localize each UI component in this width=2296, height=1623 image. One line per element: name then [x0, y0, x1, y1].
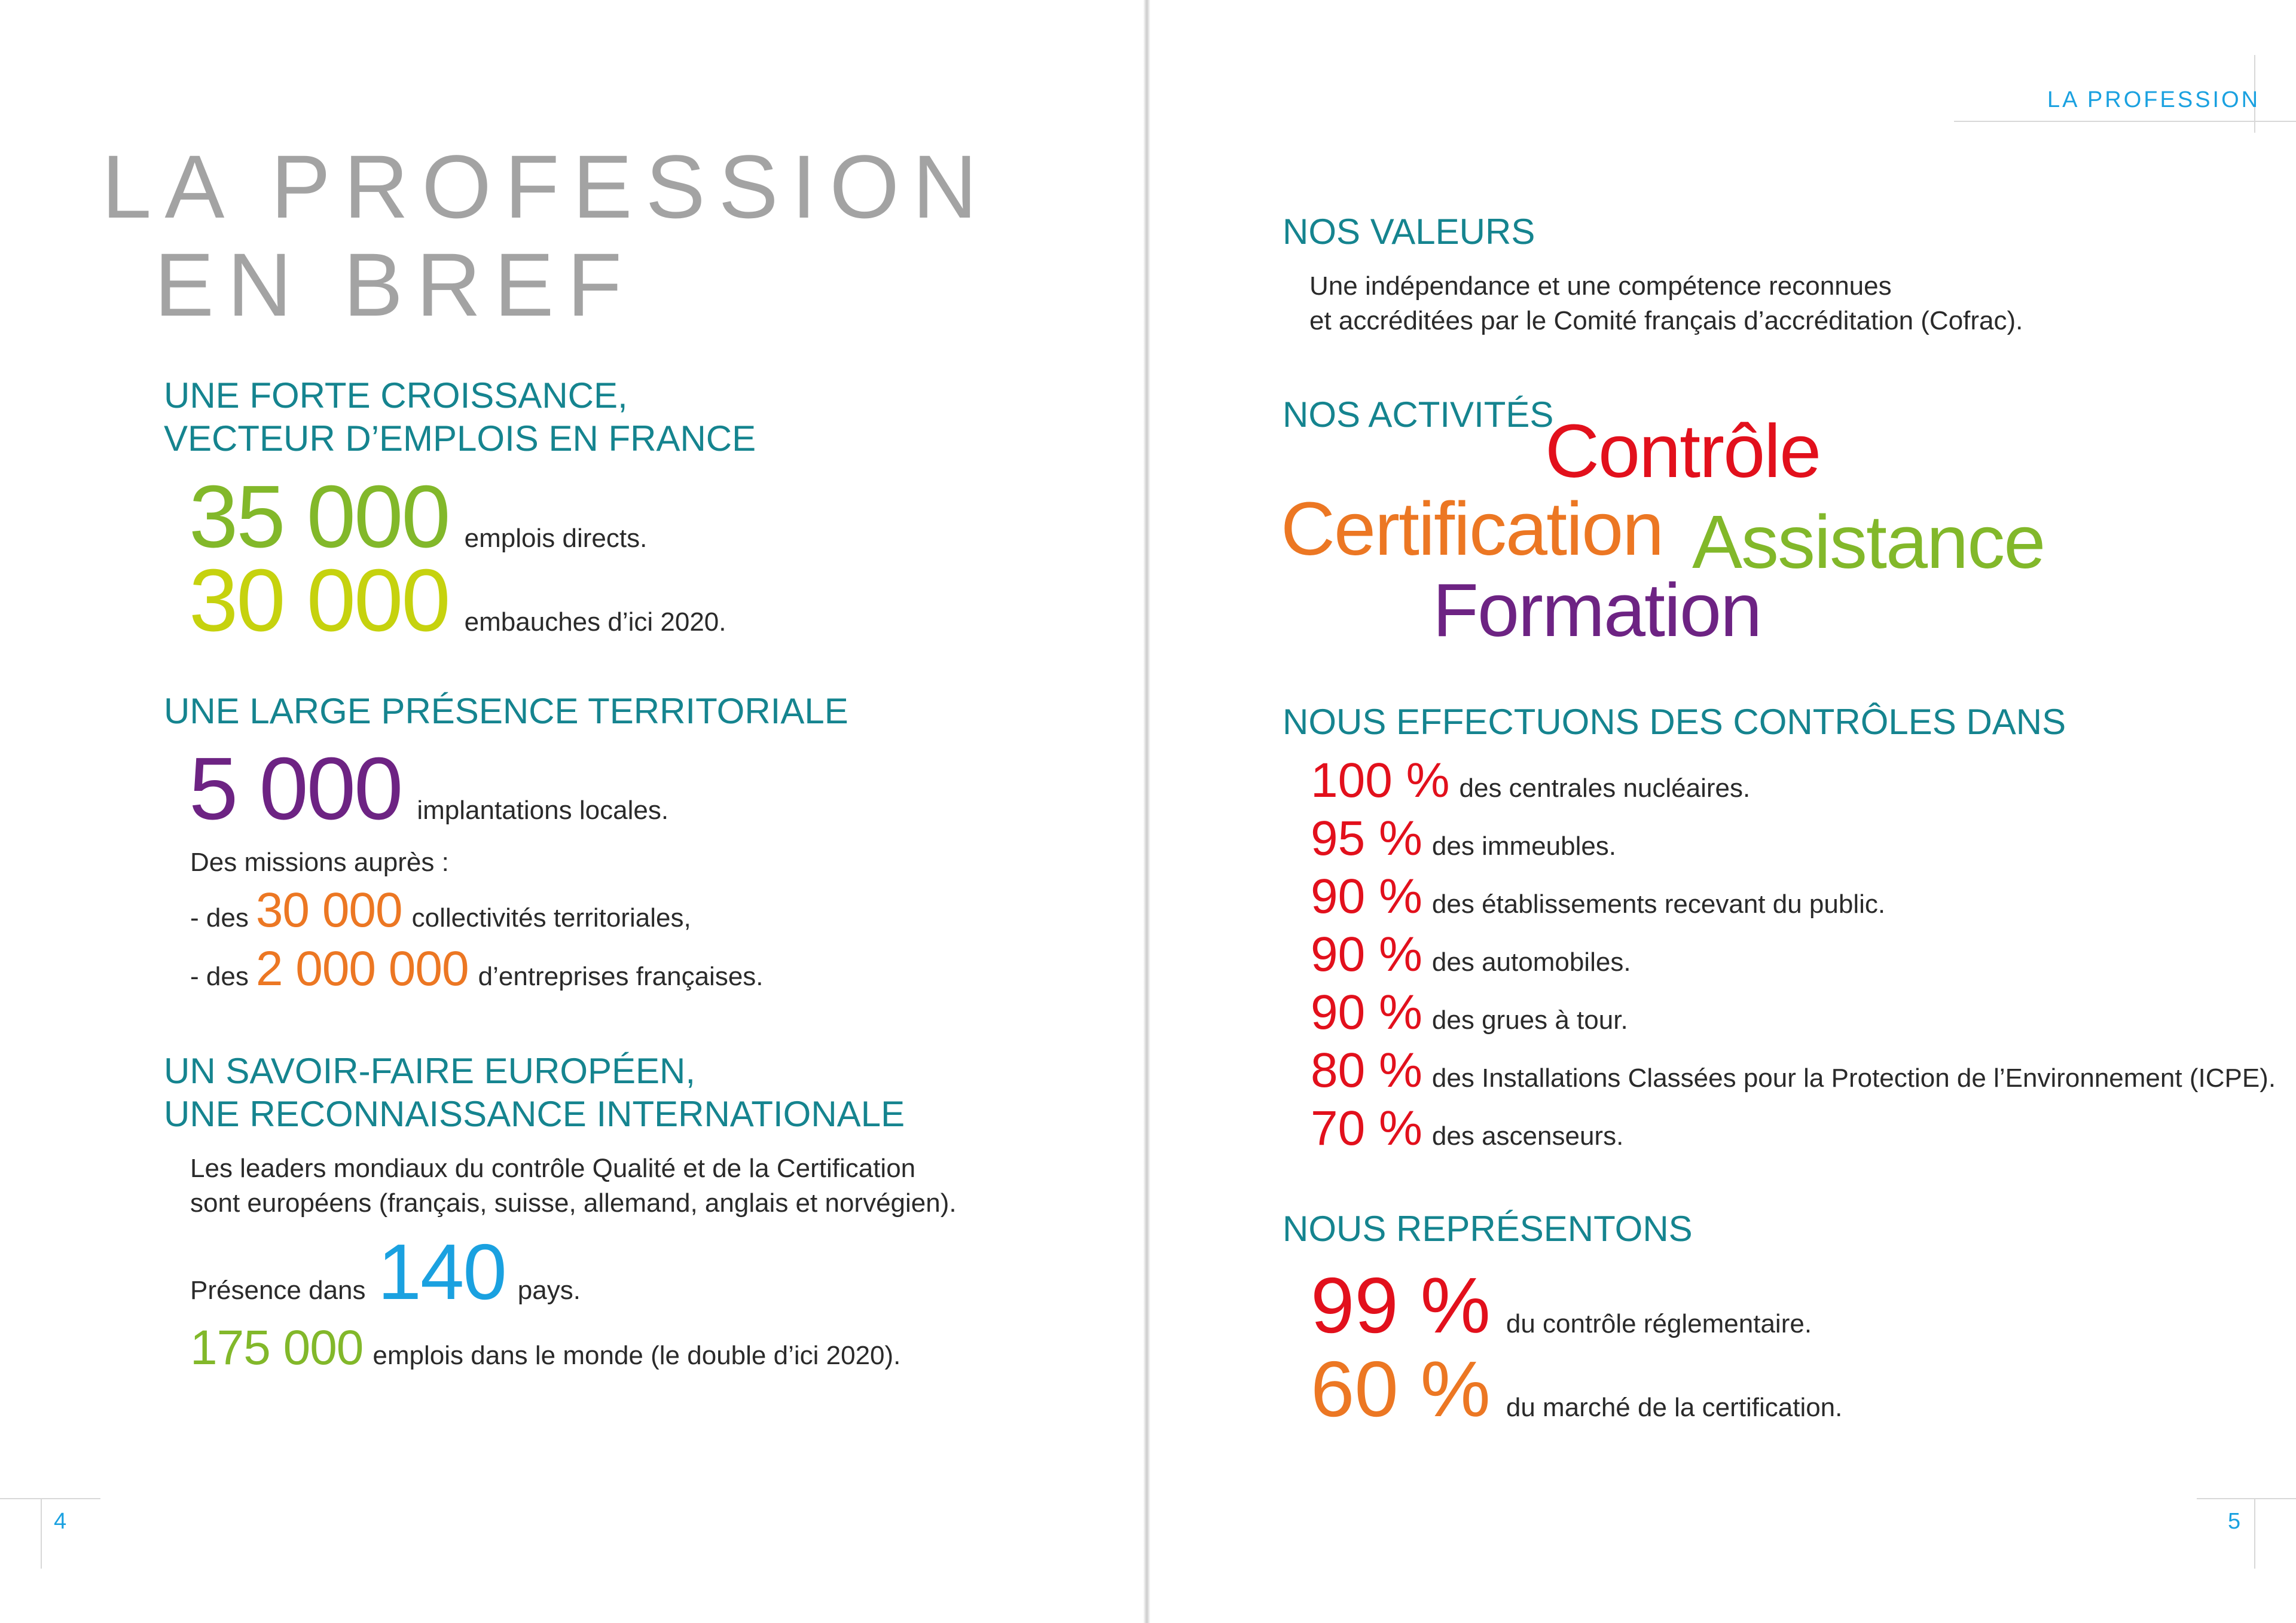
mission-companies-value: 2 000 000 — [255, 942, 469, 996]
mission-communities — [190, 884, 691, 937]
left-page — [0, 0, 1143, 1623]
share-regulatory-value: 99 % — [1311, 1261, 1491, 1349]
section-activities-title: NOS ACTIVITÉS — [1283, 395, 1554, 435]
mission-communities-label: collectivités territoriales, — [411, 903, 691, 933]
activity-word-certification: Certification — [1281, 487, 1663, 571]
inspection-label: des ascenseurs. — [1431, 1121, 1624, 1151]
crop-mark — [2254, 1498, 2255, 1569]
inspection-percent: 90 % — [1311, 869, 1422, 924]
share-certification-value: 60 % — [1311, 1345, 1491, 1433]
inspection-percent: 95 % — [1311, 811, 1422, 866]
stat-direct-jobs-label: emplois directs. — [464, 524, 648, 553]
share-certification — [1311, 1345, 1843, 1433]
page-number-right: 5 — [2228, 1509, 2241, 1534]
stat-locations — [189, 739, 669, 838]
book-gutter — [1143, 0, 1150, 1623]
activity-word-assistance: Assistance — [1692, 500, 2045, 584]
inspection-row — [1311, 1043, 2276, 1098]
stat-countries-suffix: pays. — [517, 1276, 581, 1305]
inspection-row — [1311, 985, 1628, 1040]
mission-companies-label: d’entreprises françaises. — [478, 962, 764, 991]
right-page — [1150, 0, 2296, 1623]
section-growth-title-line2: VECTEUR D’EMPLOIS EN FRANCE — [164, 418, 756, 459]
section-territory-title: UNE LARGE PRÉSENCE TERRITORIALE — [164, 691, 848, 731]
inspection-label: des Installations Classées pour la Protection de l’Environnement (ICPE). — [1431, 1063, 2276, 1093]
mission-companies — [190, 942, 764, 996]
activity-word-training: Formation — [1433, 568, 1761, 652]
stat-direct-jobs — [189, 467, 648, 566]
stat-locations-value: 5 000 — [189, 739, 402, 838]
section-growth-title-line1: UNE FORTE CROISSANCE, — [164, 375, 628, 415]
share-regulatory-label: du contrôle réglementaire. — [1506, 1309, 1812, 1338]
inspection-label: des grues à tour. — [1431, 1005, 1628, 1035]
inspection-percent: 70 % — [1311, 1101, 1422, 1156]
stat-hirings-label: embauches d’ici 2020. — [464, 607, 726, 637]
mission-communities-prefix: - des — [190, 903, 249, 933]
activity-word-control: Contrôle — [1545, 409, 1821, 493]
stat-countries-prefix: Présence dans — [190, 1276, 366, 1305]
section-values-title: NOS VALEURS — [1283, 212, 1535, 252]
section-represent-title: NOUS REPRÉSENTONS — [1283, 1209, 1693, 1249]
inspection-row — [1311, 927, 1631, 982]
inspection-percent: 90 % — [1311, 927, 1422, 982]
stat-direct-jobs-value: 35 000 — [189, 467, 449, 566]
crop-mark — [41, 1498, 42, 1569]
section-inspections-title: NOUS EFFECTUONS DES CONTRÔLES DANS — [1283, 702, 2066, 742]
inspection-percent: 80 % — [1311, 1043, 1422, 1098]
values-text-line2: et accréditées par le Comité français d’accréditation (Cofrac). — [1309, 306, 2023, 335]
inspection-label: des établissements recevant du public. — [1431, 890, 1886, 919]
europe-text-line2: sont européens (français, suisse, allemand, anglais et norvégien). — [190, 1188, 957, 1218]
stat-hirings-value: 30 000 — [189, 551, 449, 650]
inspection-label: des immeubles. — [1431, 832, 1617, 861]
section-europe-title-line1: UN SAVOIR-FAIRE EUROPÉEN, — [164, 1051, 696, 1091]
crop-mark — [0, 1498, 100, 1499]
header-rule — [1954, 121, 2296, 122]
europe-text-line1: Les leaders mondiaux du contrôle Qualité et de la Certification — [190, 1154, 916, 1183]
mission-communities-value: 30 000 — [255, 883, 402, 937]
stat-countries — [190, 1230, 581, 1314]
main-title-line1: LA PROFESSION — [102, 136, 991, 237]
inspection-label: des automobiles. — [1431, 947, 1631, 977]
inspection-label: des centrales nucléaires. — [1459, 774, 1751, 803]
main-title-line2: EN BREF — [154, 234, 636, 335]
share-regulatory — [1311, 1261, 1812, 1349]
stat-world-jobs — [190, 1321, 900, 1375]
stat-hirings — [189, 551, 726, 650]
inspection-row — [1311, 869, 1885, 924]
inspection-row — [1311, 753, 1750, 808]
inspection-percent: 100 % — [1311, 753, 1450, 808]
stat-world-jobs-value: 175 000 — [190, 1321, 364, 1375]
values-text-line1: Une indépendance et une compétence reconnues — [1309, 271, 1892, 301]
share-certification-label: du marché de la certification. — [1506, 1393, 1843, 1422]
mission-companies-prefix: - des — [190, 962, 249, 991]
stat-countries-value: 140 — [377, 1228, 506, 1316]
inspection-row — [1311, 811, 1616, 866]
stat-locations-label: implantations locales. — [417, 796, 669, 825]
crop-mark — [2197, 1498, 2296, 1499]
stat-world-jobs-label: emplois dans le monde (le double d’ici 2020). — [373, 1341, 901, 1370]
inspection-percent: 90 % — [1311, 985, 1422, 1040]
missions-intro: Des missions auprès : — [190, 848, 449, 877]
section-europe-title-line2: UNE RECONNAISSANCE INTERNATIONALE — [164, 1094, 905, 1134]
running-head: LA PROFESSION — [2047, 87, 2261, 112]
page-number-left: 4 — [54, 1509, 67, 1534]
inspection-row — [1311, 1101, 1623, 1156]
